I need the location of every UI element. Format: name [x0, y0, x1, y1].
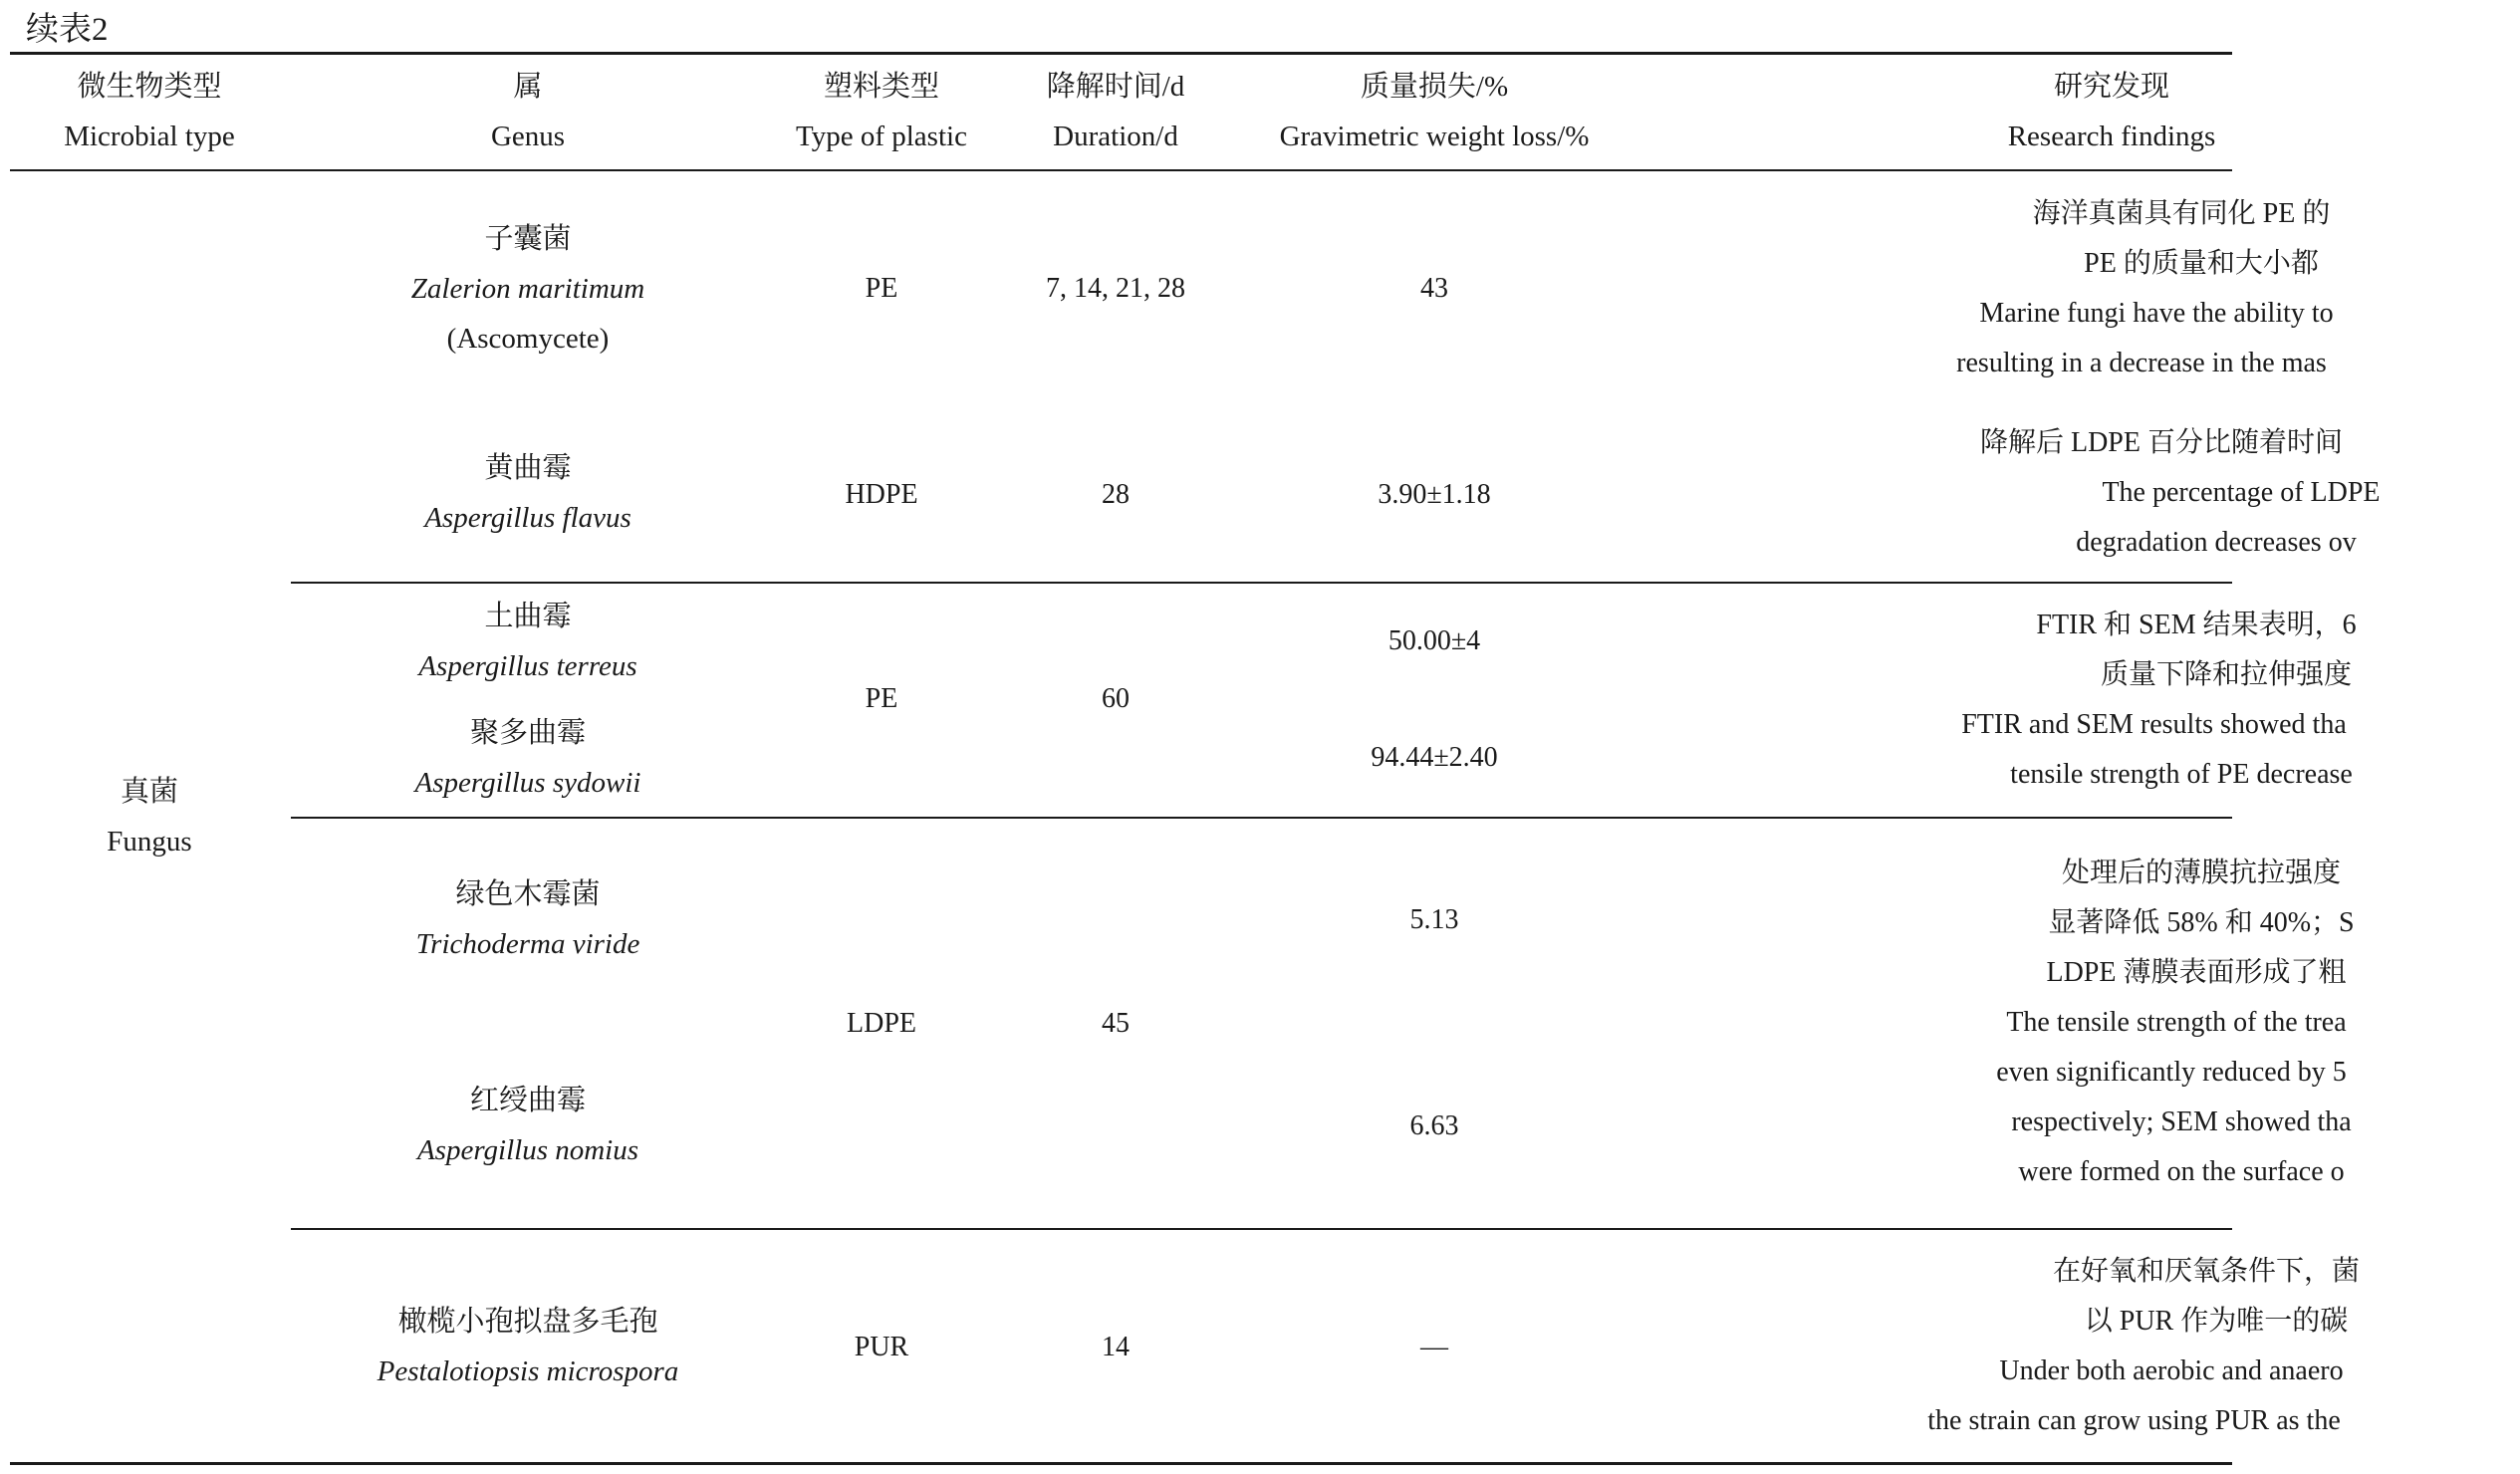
weight-loss-cell: 94.44±2.40 — [1371, 742, 1498, 773]
top-rule — [10, 52, 2232, 55]
findings-line: were formed on the surface o — [2018, 1156, 2345, 1187]
row-divider-1 — [291, 582, 2232, 584]
microbial-type-zh: 真菌 — [120, 776, 178, 808]
header-microbial-type-zh: 微生物类型 — [77, 71, 222, 103]
duration-cell: 60 — [1102, 683, 1130, 714]
findings-cell — [1703, 189, 2520, 388]
findings-line: Under both aerobic and anaero — [1999, 1355, 2344, 1386]
duration-cell: 45 — [1102, 1008, 1130, 1039]
findings-line: the strain can grow using PUR as the — [1927, 1405, 2341, 1436]
microbial-type-en: Fungus — [107, 826, 192, 858]
genus-latin: Trichoderma viride — [415, 928, 640, 960]
genus-cell-zalerion — [349, 214, 707, 364]
header-duration — [1006, 62, 1225, 161]
findings-line: The tensile strength of the trea — [2006, 1007, 2347, 1038]
findings-cell — [1703, 1247, 2520, 1446]
genus-cell-nomius — [349, 1076, 707, 1175]
plastic-cell: PE — [865, 683, 898, 714]
genus-latin: Aspergillus terreus — [418, 650, 637, 682]
findings-line: tensile strength of PE decrease — [2010, 759, 2353, 790]
findings-line: 处理后的薄膜抗拉强度 — [2061, 858, 2341, 888]
findings-line: Marine fungi have the ability to — [1979, 298, 2334, 329]
genus-latin: Zalerion maritimum — [410, 273, 645, 305]
findings-line: 显著降低 58% 和 40%；S — [2048, 907, 2355, 938]
findings-line: 海洋真菌具有同化 PE 的 — [2032, 198, 2331, 229]
genus-zh: 聚多曲霉 — [469, 717, 586, 749]
genus-zh: 绿色木霉菌 — [455, 878, 601, 910]
findings-line: 在好氧和厌氧条件下，菌 — [2052, 1256, 2360, 1287]
findings-line: 质量下降和拉伸强度 — [2100, 659, 2352, 690]
row-divider-2 — [291, 817, 2232, 819]
weight-loss-cell: 43 — [1420, 273, 1448, 304]
genus-latin: Aspergillus sydowii — [414, 767, 641, 799]
header-plastic-zh: 塑料类型 — [823, 71, 939, 103]
weight-loss-cell: — — [1420, 1332, 1448, 1362]
header-duration-zh: 降解时间/d — [1046, 71, 1185, 103]
findings-line: resulting in a decrease in the mas — [1956, 348, 2327, 378]
findings-cell — [1703, 849, 2520, 1197]
header-findings-zh: 研究发现 — [2053, 71, 2169, 103]
findings-cell — [1703, 418, 2520, 568]
genus-zh: 子囊菌 — [484, 223, 572, 255]
header-plastic — [757, 62, 1006, 161]
findings-line: respectively; SEM showed tha — [2011, 1106, 2352, 1137]
genus-zh: 橄榄小孢拟盘多毛孢 — [397, 1306, 658, 1338]
plastic-cell: HDPE — [845, 479, 918, 510]
header-microbial-type — [20, 62, 279, 161]
weight-loss-cell: 5.13 — [1409, 904, 1459, 935]
header-duration-en: Duration/d — [1053, 121, 1178, 152]
findings-line: FTIR 和 SEM 结果表明，6 — [2036, 610, 2357, 640]
findings-line: The percentage of LDPE — [2102, 477, 2381, 508]
header-genus — [349, 62, 707, 161]
header-rule — [10, 169, 2232, 171]
findings-cell — [1703, 601, 2520, 800]
duration-cell: 14 — [1102, 1332, 1130, 1362]
header-findings-en: Research findings — [2007, 121, 2216, 152]
header-weight-loss — [1235, 62, 1634, 161]
genus-cell-pestalotiopsis — [349, 1297, 707, 1396]
header-weight-loss-en: Gravimetric weight loss/% — [1279, 121, 1590, 152]
genus-zh: 红绶曲霉 — [469, 1085, 586, 1116]
weight-loss-cell: 50.00±4 — [1387, 625, 1481, 656]
header-genus-en: Genus — [490, 121, 566, 152]
header-microbial-type-en: Microbial type — [64, 121, 235, 152]
genus-note: (Ascomycete) — [446, 323, 610, 355]
findings-line: 以 PUR 作为唯一的碳 — [2084, 1306, 2349, 1337]
genus-latin: Pestalotiopsis microspora — [377, 1355, 679, 1387]
genus-cell-viride — [349, 869, 707, 969]
findings-line: even significantly reduced by 5 — [1996, 1057, 2347, 1088]
row-divider-3 — [291, 1228, 2232, 1230]
findings-line: degradation decreases ov — [2076, 527, 2357, 558]
findings-line: 降解后 LDPE 百分比随着时间 — [1979, 427, 2343, 458]
microbial-type-cell — [20, 767, 279, 866]
genus-zh: 黄曲霉 — [484, 452, 572, 484]
header-genus-zh: 属 — [513, 71, 543, 103]
table-caption: 续表2 — [26, 12, 109, 48]
header-weight-loss-zh: 质量损失/% — [1360, 71, 1509, 103]
plastic-cell: PE — [865, 273, 898, 304]
genus-cell-flavus — [349, 443, 707, 543]
duration-cell: 28 — [1102, 479, 1130, 510]
findings-line: LDPE 薄膜表面形成了粗 — [2046, 957, 2347, 988]
genus-cell-sydowii — [349, 708, 707, 808]
header-findings — [1883, 62, 2341, 161]
bottom-rule — [10, 1462, 2232, 1465]
genus-zh: 土曲霉 — [484, 601, 572, 632]
findings-line: FTIR and SEM results showed tha — [1961, 709, 2347, 740]
findings-line: PE 的质量和大小都 — [2084, 248, 2319, 279]
plastic-cell: PUR — [854, 1332, 909, 1362]
genus-cell-terreus — [349, 592, 707, 691]
weight-loss-cell: 6.63 — [1409, 1110, 1459, 1141]
weight-loss-cell: 3.90±1.18 — [1378, 479, 1491, 510]
header-plastic-en: Type of plastic — [796, 121, 967, 152]
duration-cell: 7, 14, 21, 28 — [1046, 273, 1185, 304]
genus-latin: Aspergillus nomius — [416, 1134, 639, 1166]
genus-latin: Aspergillus flavus — [424, 502, 631, 534]
plastic-cell: LDPE — [847, 1008, 916, 1039]
